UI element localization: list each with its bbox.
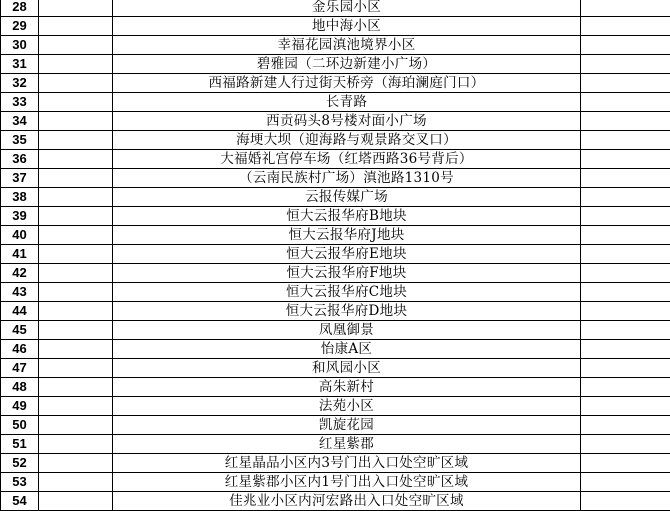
table-row — [1, 416, 670, 435]
row-number-cell[interactable]: 34 — [1, 112, 39, 131]
empty-cell[interactable] — [39, 321, 113, 340]
empty-cell[interactable] — [39, 359, 113, 378]
empty-cell[interactable] — [581, 283, 670, 302]
empty-cell[interactable] — [39, 416, 113, 435]
empty-cell[interactable] — [39, 169, 113, 188]
empty-cell[interactable] — [581, 150, 670, 169]
empty-cell[interactable] — [581, 454, 670, 473]
table-row — [1, 169, 670, 188]
row-number-cell[interactable]: 28 — [1, 0, 39, 17]
table-row — [1, 188, 670, 207]
empty-cell[interactable] — [581, 264, 670, 283]
table-row — [1, 150, 670, 169]
row-number-cell[interactable]: 41 — [1, 245, 39, 264]
row-number-cell[interactable]: 51 — [1, 435, 39, 454]
location-name-cell[interactable]: 红星紫郡小区内1号门出入口处空旷区域 — [113, 473, 581, 492]
table-row — [1, 378, 670, 397]
empty-cell[interactable] — [39, 74, 113, 93]
empty-cell[interactable] — [39, 340, 113, 359]
table-row — [1, 283, 670, 302]
row-number-cell[interactable]: 45 — [1, 321, 39, 340]
location-name-cell[interactable]: 恒大云报华府E地块 — [113, 245, 581, 264]
location-name-cell[interactable]: 恒大云报华府J地块 — [113, 226, 581, 245]
row-number-cell[interactable]: 47 — [1, 359, 39, 378]
location-name-cell[interactable]: 云报传媒广场 — [113, 188, 581, 207]
row-number-cell[interactable]: 53 — [1, 473, 39, 492]
table-row — [1, 93, 670, 112]
location-name-cell[interactable]: 西贡码头8号楼对面小广场 — [113, 112, 581, 131]
empty-cell[interactable] — [39, 188, 113, 207]
location-name-cell[interactable]: 恒大云报华府B地块 — [113, 207, 581, 226]
table-row — [1, 245, 670, 264]
location-name-cell[interactable]: 恒大云报华府C地块 — [113, 283, 581, 302]
location-name-cell[interactable]: 金乐园小区 — [113, 0, 581, 17]
location-name-cell[interactable]: 高朱新村 — [113, 378, 581, 397]
row-number-cell[interactable]: 33 — [1, 93, 39, 112]
row-number-cell[interactable]: 32 — [1, 74, 39, 93]
table-row — [1, 207, 670, 226]
empty-cell[interactable] — [581, 359, 670, 378]
empty-cell[interactable] — [581, 226, 670, 245]
location-name-cell[interactable]: 红星晶品小区内3号门出入口处空旷区域 — [113, 454, 581, 473]
empty-cell[interactable] — [39, 245, 113, 264]
location-name-cell[interactable]: 碧雅园（二环边新建小广场） — [113, 55, 581, 74]
table-body — [1, 0, 670, 511]
empty-cell[interactable] — [39, 378, 113, 397]
empty-cell[interactable] — [39, 131, 113, 150]
empty-cell[interactable] — [39, 302, 113, 321]
empty-cell[interactable] — [39, 17, 113, 36]
location-name-cell[interactable]: 凯旋花园 — [113, 416, 581, 435]
table-row — [1, 359, 670, 378]
table-row — [1, 264, 670, 283]
table-row — [1, 302, 670, 321]
row-number-cell[interactable]: 39 — [1, 207, 39, 226]
empty-cell[interactable] — [581, 93, 670, 112]
table-row — [1, 321, 670, 340]
empty-cell[interactable] — [581, 245, 670, 264]
location-name-cell[interactable]: （云南民族村广场）滇池路1310号 — [113, 169, 581, 188]
location-name-cell[interactable]: 红星紫郡 — [113, 435, 581, 454]
table-row — [1, 112, 670, 131]
empty-cell[interactable] — [581, 55, 670, 74]
empty-cell[interactable] — [39, 112, 113, 131]
table-row — [1, 340, 670, 359]
empty-cell[interactable] — [39, 207, 113, 226]
empty-cell[interactable] — [581, 36, 670, 55]
empty-cell[interactable] — [581, 321, 670, 340]
row-number-cell[interactable]: 48 — [1, 378, 39, 397]
empty-cell[interactable] — [581, 17, 670, 36]
empty-cell[interactable] — [39, 55, 113, 74]
table-row — [1, 397, 670, 416]
location-name-cell[interactable]: 长青路 — [113, 93, 581, 112]
table-row — [1, 55, 670, 74]
table-row — [1, 473, 670, 492]
row-number-cell[interactable]: 37 — [1, 169, 39, 188]
row-number-cell[interactable]: 38 — [1, 188, 39, 207]
row-number-cell[interactable]: 43 — [1, 283, 39, 302]
empty-cell[interactable] — [39, 397, 113, 416]
table-row — [1, 454, 670, 473]
table-row — [1, 74, 670, 93]
row-number-cell[interactable]: 29 — [1, 17, 39, 36]
empty-cell[interactable] — [581, 207, 670, 226]
location-name-cell[interactable]: 怡康A区 — [113, 340, 581, 359]
row-number-cell[interactable]: 42 — [1, 264, 39, 283]
empty-cell[interactable] — [581, 340, 670, 359]
location-name-cell[interactable]: 凤凰御景 — [113, 321, 581, 340]
empty-cell[interactable] — [39, 435, 113, 454]
row-number-cell[interactable]: 35 — [1, 131, 39, 150]
location-name-cell[interactable]: 佳兆业小区内河宏路出入口处空旷区域 — [113, 492, 581, 511]
empty-cell[interactable] — [39, 283, 113, 302]
row-number-cell[interactable]: 49 — [1, 397, 39, 416]
row-number-cell[interactable]: 36 — [1, 150, 39, 169]
row-number-cell[interactable]: 54 — [1, 492, 39, 511]
location-name-cell[interactable]: 幸福花园滇池境界小区 — [113, 36, 581, 55]
empty-cell[interactable] — [39, 473, 113, 492]
table-row — [1, 36, 670, 55]
empty-cell[interactable] — [581, 435, 670, 454]
row-number-cell[interactable]: 40 — [1, 226, 39, 245]
empty-cell[interactable] — [581, 74, 670, 93]
empty-cell[interactable] — [39, 150, 113, 169]
empty-cell[interactable] — [39, 93, 113, 112]
location-name-cell[interactable]: 西福路新建人行过街天桥旁（海珀澜庭门口） — [113, 74, 581, 93]
row-number-cell[interactable]: 44 — [1, 302, 39, 321]
empty-cell[interactable] — [581, 0, 670, 17]
location-name-cell[interactable]: 地中海小区 — [113, 17, 581, 36]
table-row — [1, 17, 670, 36]
table-row — [1, 131, 670, 150]
empty-cell[interactable] — [581, 473, 670, 492]
table-row — [1, 0, 670, 17]
empty-cell[interactable] — [39, 264, 113, 283]
location-name-cell[interactable]: 恒大云报华府F地块 — [113, 264, 581, 283]
empty-cell[interactable] — [581, 416, 670, 435]
empty-cell[interactable] — [581, 378, 670, 397]
row-number-cell[interactable]: 31 — [1, 55, 39, 74]
row-number-cell[interactable]: 30 — [1, 36, 39, 55]
row-number-cell[interactable]: 50 — [1, 416, 39, 435]
empty-cell[interactable] — [39, 454, 113, 473]
empty-cell[interactable] — [39, 226, 113, 245]
empty-cell[interactable] — [581, 397, 670, 416]
empty-cell[interactable] — [581, 188, 670, 207]
empty-cell[interactable] — [39, 36, 113, 55]
empty-cell[interactable] — [581, 112, 670, 131]
empty-cell[interactable] — [581, 131, 670, 150]
empty-cell[interactable] — [581, 302, 670, 321]
empty-cell[interactable] — [39, 0, 113, 17]
location-name-cell[interactable]: 法苑小区 — [113, 397, 581, 416]
row-number-cell[interactable]: 46 — [1, 340, 39, 359]
table-row — [1, 435, 670, 454]
location-name-cell[interactable]: 恒大云报华府D地块 — [113, 302, 581, 321]
row-number-cell[interactable]: 52 — [1, 454, 39, 473]
location-name-cell[interactable]: 海埂大坝（迎海路与观景路交叉口） — [113, 131, 581, 150]
table-row — [1, 226, 670, 245]
location-name-cell[interactable]: 和风园小区 — [113, 359, 581, 378]
empty-cell[interactable] — [581, 169, 670, 188]
location-name-cell[interactable]: 大福婚礼宫停车场（红塔西路36号背后） — [113, 150, 581, 169]
